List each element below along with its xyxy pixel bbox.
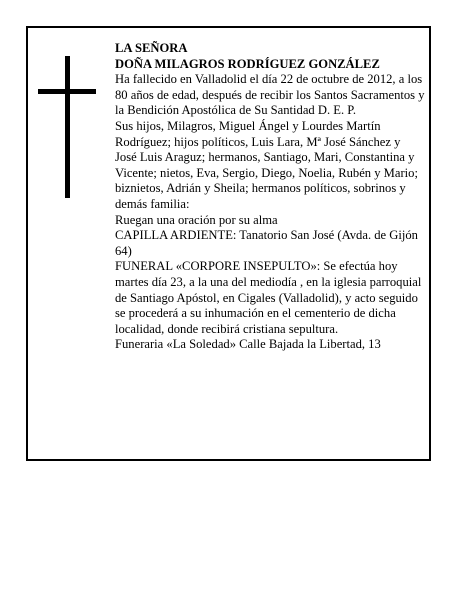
death-announcement: Ha fallecido en Valladolid el día 22 de octubre de 2012, a los 80 años de edad, después de recibir los Santos Sacramentos y la Bendición Apostólica de Su Santidad D. E. P. (115, 72, 425, 118)
deceased-name: DOÑA MILAGROS RODRÍGUEZ GONZÁLEZ (115, 56, 380, 71)
latin-cross-icon (38, 56, 96, 198)
cross-horizontal-bar (38, 89, 96, 94)
obituary-text (115, 41, 425, 353)
obituary-notice (26, 26, 431, 461)
heading-title: LA SEÑORA (115, 41, 188, 55)
cross-vertical-bar (65, 56, 70, 198)
prayer-request: Ruegan una oración por su alma (115, 212, 278, 227)
funeral-home-info: Funeraria «La Soledad» Calle Bajada la Libertad, 13 (115, 337, 381, 352)
chapel-info: CAPILLA ARDIENTE: Tanatorio San José (Avda. de Gijón 64) (115, 228, 418, 258)
family-list: Sus hijos, Milagros, Miguel Ángel y Lourdes Martín Rodríguez; hijos políticos, Luis Lara, Mª José Sánchez y José Luis Araguz; hermanos, Santiago, Mari, Constantina y Vicente; nietos, Eva, Sergio, Diego, Noelia, Rubén y Mario; biznietos, Adrián y Sheila; hermanos políticos, sobrinos y demás familia: (115, 118, 418, 211)
funeral-info: FUNERAL «CORPORE INSEPULTO»: Se efectúa hoy martes día 23, a la una del mediodía , en la iglesia parroquial de Santiago Apóstol, en Cigales (Valladolid), y acto seguido se procederá a su inhumación en el cementerio de dicha localidad, donde recibirá cristiana sepultura. (115, 259, 422, 336)
